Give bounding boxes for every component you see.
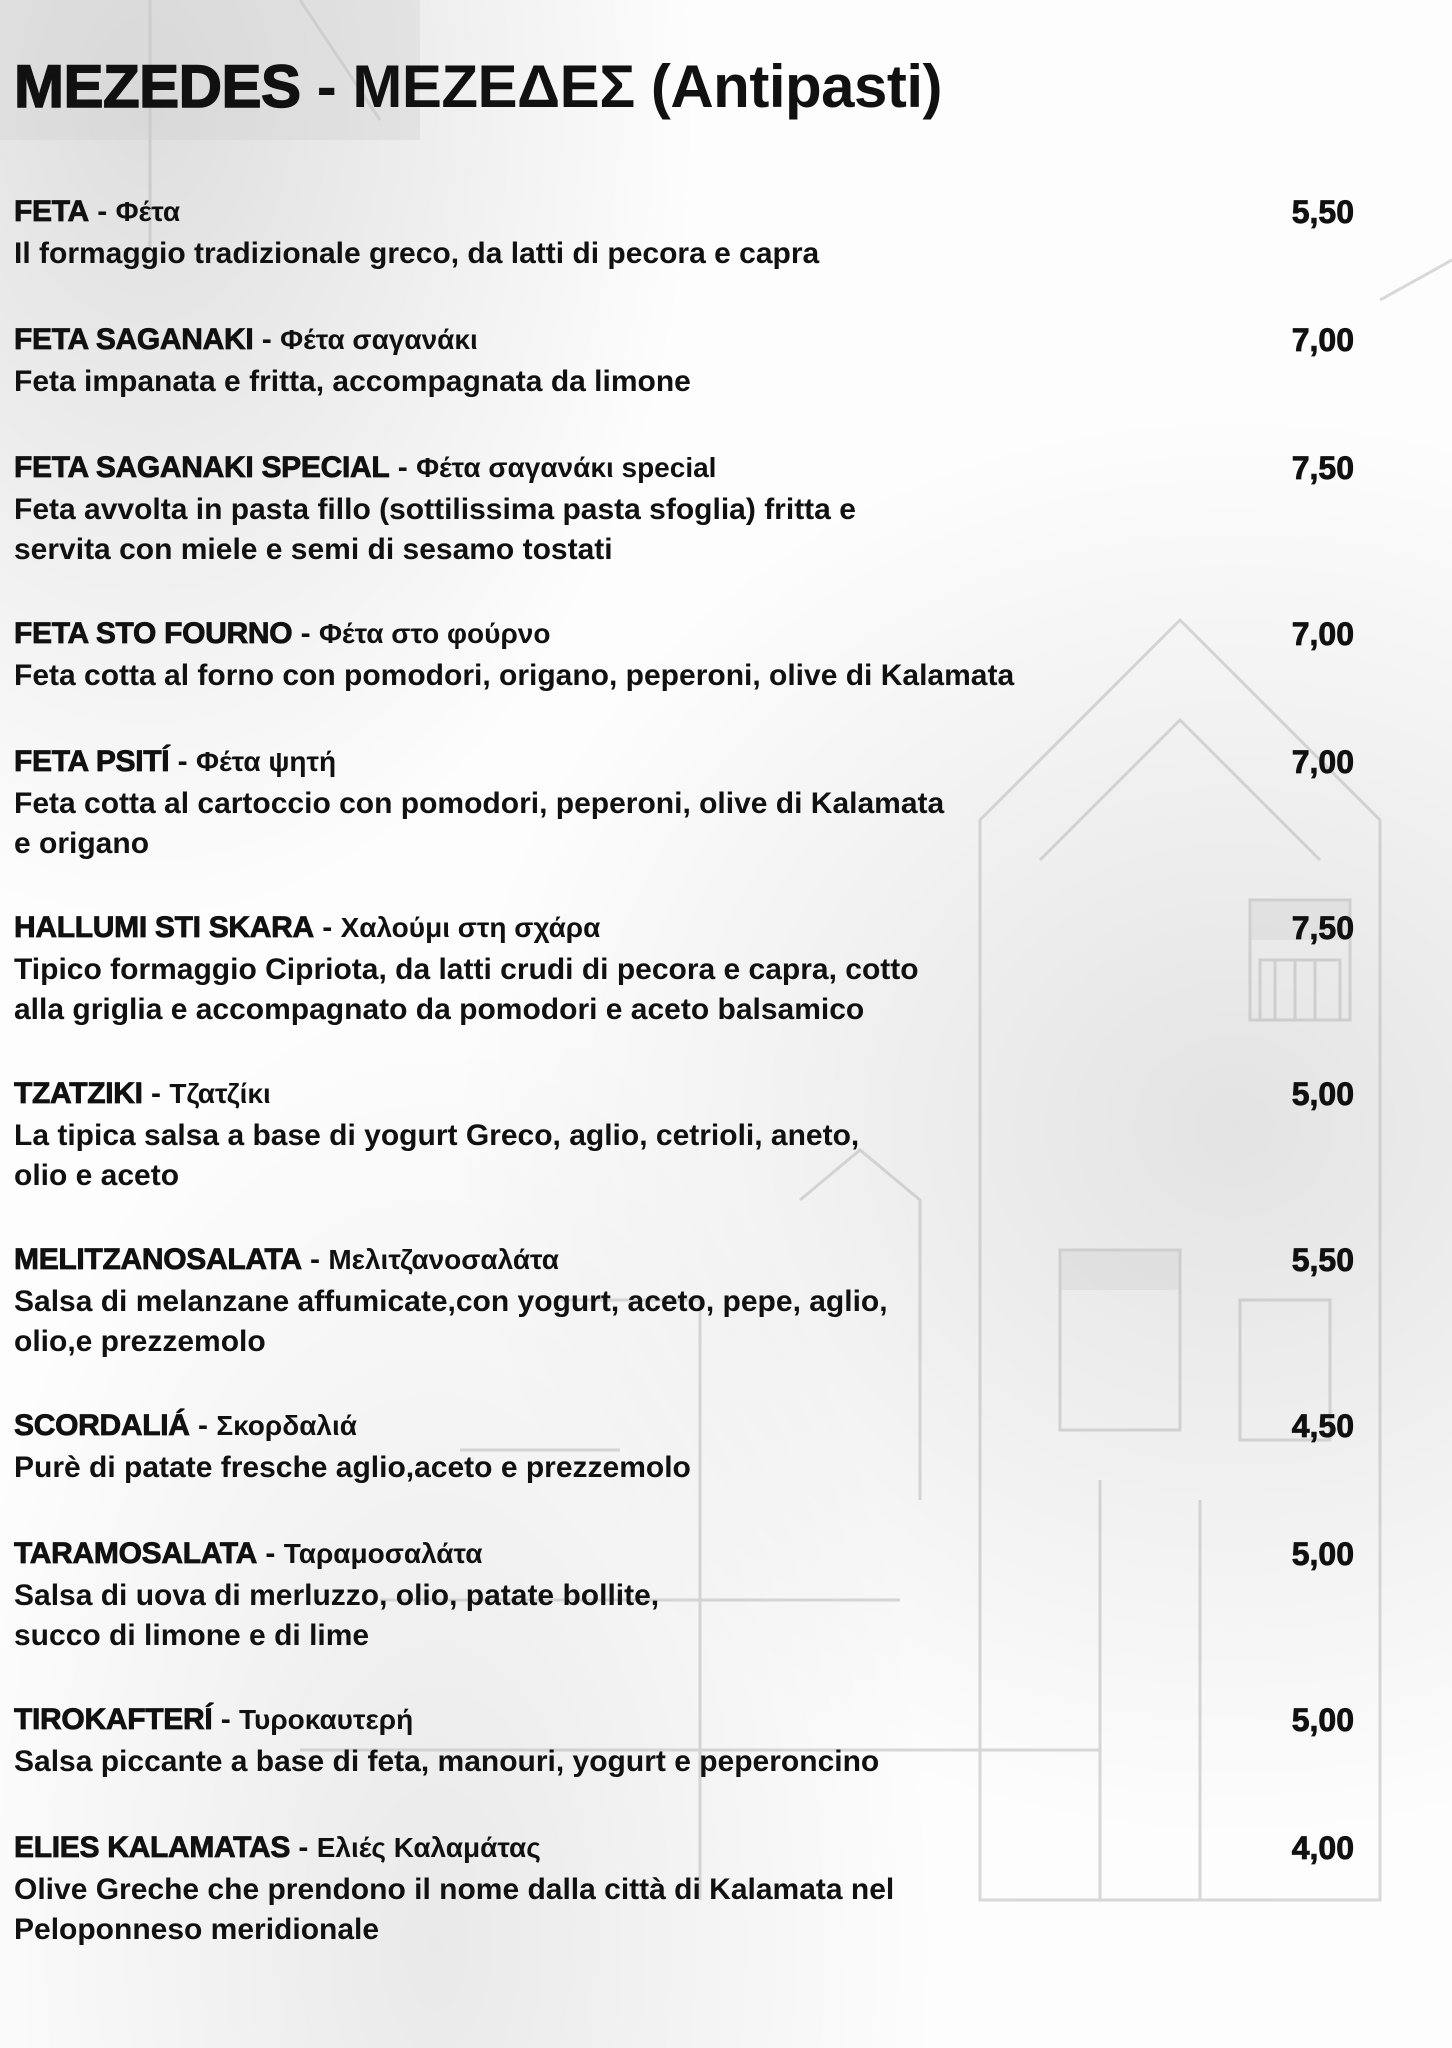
item-greek-name: Τζατζίκι — [169, 1078, 271, 1109]
item-price: 7,50 — [1291, 910, 1354, 946]
item-description: Il formaggio tradizionale greco, da latti di pecora e capra — [14, 237, 820, 270]
item-name: FETA SAGANAKI — [14, 323, 254, 356]
item-name: TARAMOSALATA — [14, 1537, 258, 1570]
item-greek-name: Φέτα σαγανάκι — [280, 324, 478, 355]
item-price: 5,50 — [1291, 1242, 1354, 1278]
menu-item — [14, 1532, 1354, 1698]
item-price: 5,50 — [1291, 194, 1354, 230]
item-name-row — [14, 1238, 1354, 1282]
menu-item — [14, 190, 1354, 318]
item-name: HALLUMI STI SKARA — [14, 911, 314, 944]
item-name-row — [14, 318, 1354, 362]
item-greek-name: Φέτα σαγανάκι special — [416, 452, 717, 483]
item-greek-name: Φέτα στο φούρνο — [318, 618, 551, 649]
item-description: Olive Greche che prendono il nome dalla città di Kalamata nel Peloponneso meridionale — [14, 1873, 895, 1946]
menu-item — [14, 1698, 1354, 1826]
item-description: Salsa piccante a base di feta, manouri, yogurt e peperoncino — [14, 1745, 880, 1778]
item-price: 5,00 — [1291, 1536, 1354, 1572]
item-name-row — [14, 1826, 1354, 1870]
item-greek-name: Τυροκαυτερή — [239, 1704, 414, 1735]
item-name: FETA STO FOURNO — [14, 617, 293, 650]
item-price: 7,00 — [1291, 616, 1354, 652]
item-greek-name: Σκορδαλιά — [216, 1410, 357, 1441]
item-separator: - — [292, 617, 319, 650]
title-italian: (Antipasti) — [634, 53, 943, 120]
item-name: FETA — [14, 195, 89, 228]
item-description: Feta impanata e fritta, accompagnata da limone — [14, 365, 691, 398]
menu-item — [14, 1404, 1354, 1532]
item-separator: - — [253, 323, 281, 356]
item-name: FETA SAGANAKI SPECIAL — [14, 451, 390, 484]
item-name-row — [14, 446, 1354, 490]
item-greek-name: Φέτα ψητή — [196, 746, 337, 777]
item-separator: - — [290, 1831, 317, 1864]
item-price: 5,00 — [1291, 1076, 1354, 1112]
menu-list — [14, 190, 1354, 1992]
item-greek-name: Ταραμοσαλάτα — [283, 1538, 483, 1569]
item-name: MELITZANOSALATA — [14, 1243, 302, 1276]
item-description: Purè di patate fresche aglio,aceto e prezzemolo — [14, 1451, 691, 1484]
item-description: Feta cotta al cartoccio con pomodori, peperoni, olive di Kalamata e origano — [14, 787, 945, 860]
item-price: 7,00 — [1291, 744, 1354, 780]
item-greek-name: Μελιτζανοσαλάτα — [328, 1244, 559, 1275]
title-greek: ΜΕΖΕΔΕΣ — [352, 53, 635, 120]
item-separator: - — [88, 195, 116, 228]
item-greek-name: Φέτα — [115, 196, 181, 227]
title-separator: - — [300, 53, 353, 120]
item-name: TZATZIKI — [14, 1077, 143, 1110]
menu-item — [14, 1826, 1354, 1992]
item-separator: - — [212, 1703, 240, 1736]
item-price: 4,50 — [1291, 1408, 1354, 1444]
menu-item — [14, 446, 1354, 612]
item-name-row — [14, 612, 1354, 656]
item-name: ELIES KALAMATAS — [14, 1831, 291, 1864]
item-name-row — [14, 1698, 1354, 1742]
title-latin: MEZEDES — [14, 53, 301, 120]
item-name-row — [14, 740, 1354, 784]
item-separator: - — [313, 911, 341, 944]
item-description: Salsa di melanzane affumicate,con yogurt, aceto, pepe, aglio, olio,e prezzemolo — [14, 1285, 888, 1358]
menu-item — [14, 906, 1354, 1072]
item-description: La tipica salsa a base di yogurt Greco, aglio, cetrioli, aneto, olio e aceto — [14, 1119, 860, 1192]
menu-item — [14, 1072, 1354, 1238]
menu-item — [14, 1238, 1354, 1404]
item-name-row — [14, 1404, 1354, 1448]
item-price: 7,50 — [1291, 450, 1354, 486]
item-separator: - — [142, 1077, 170, 1110]
item-description: Salsa di uova di merluzzo, olio, patate bollite, succo di limone e di lime — [14, 1579, 660, 1652]
menu-item — [14, 740, 1354, 906]
item-description: Feta cotta al forno con pomodori, origano, peperoni, olive di Kalamata — [14, 659, 1015, 692]
item-name: FETA PSITÍ — [14, 745, 170, 778]
item-greek-name: Ελιές Καλαμάτας — [316, 1832, 541, 1863]
item-description: Feta avvolta in pasta fillo (sottilissima pasta sfoglia) fritta e servita con miele e semi di sesamo tostati — [14, 493, 856, 566]
item-description: Tipico formaggio Cipriota, da latti crudi di pecora e capra, cotto alla griglia e accompagnato da pomodori e aceto balsamico — [14, 953, 919, 1026]
item-greek-name: Χαλούμι στη σχάρα — [340, 912, 601, 943]
item-name-row — [14, 1072, 1354, 1116]
item-separator: - — [169, 745, 197, 778]
item-price: 5,00 — [1291, 1702, 1354, 1738]
item-separator: - — [301, 1243, 329, 1276]
item-name: SCORDALIÁ — [14, 1409, 190, 1442]
item-name: TIROKAFTERÍ — [14, 1703, 213, 1736]
item-name-row — [14, 1532, 1354, 1576]
item-separator: - — [389, 451, 417, 484]
item-separator: - — [189, 1409, 217, 1442]
item-price: 4,00 — [1291, 1830, 1354, 1866]
item-separator: - — [257, 1537, 284, 1570]
menu-item — [14, 612, 1354, 740]
item-name-row — [14, 906, 1354, 950]
menu-item — [14, 318, 1354, 446]
item-price: 7,00 — [1291, 322, 1354, 358]
page-title — [14, 52, 942, 121]
item-name-row — [14, 190, 1354, 234]
